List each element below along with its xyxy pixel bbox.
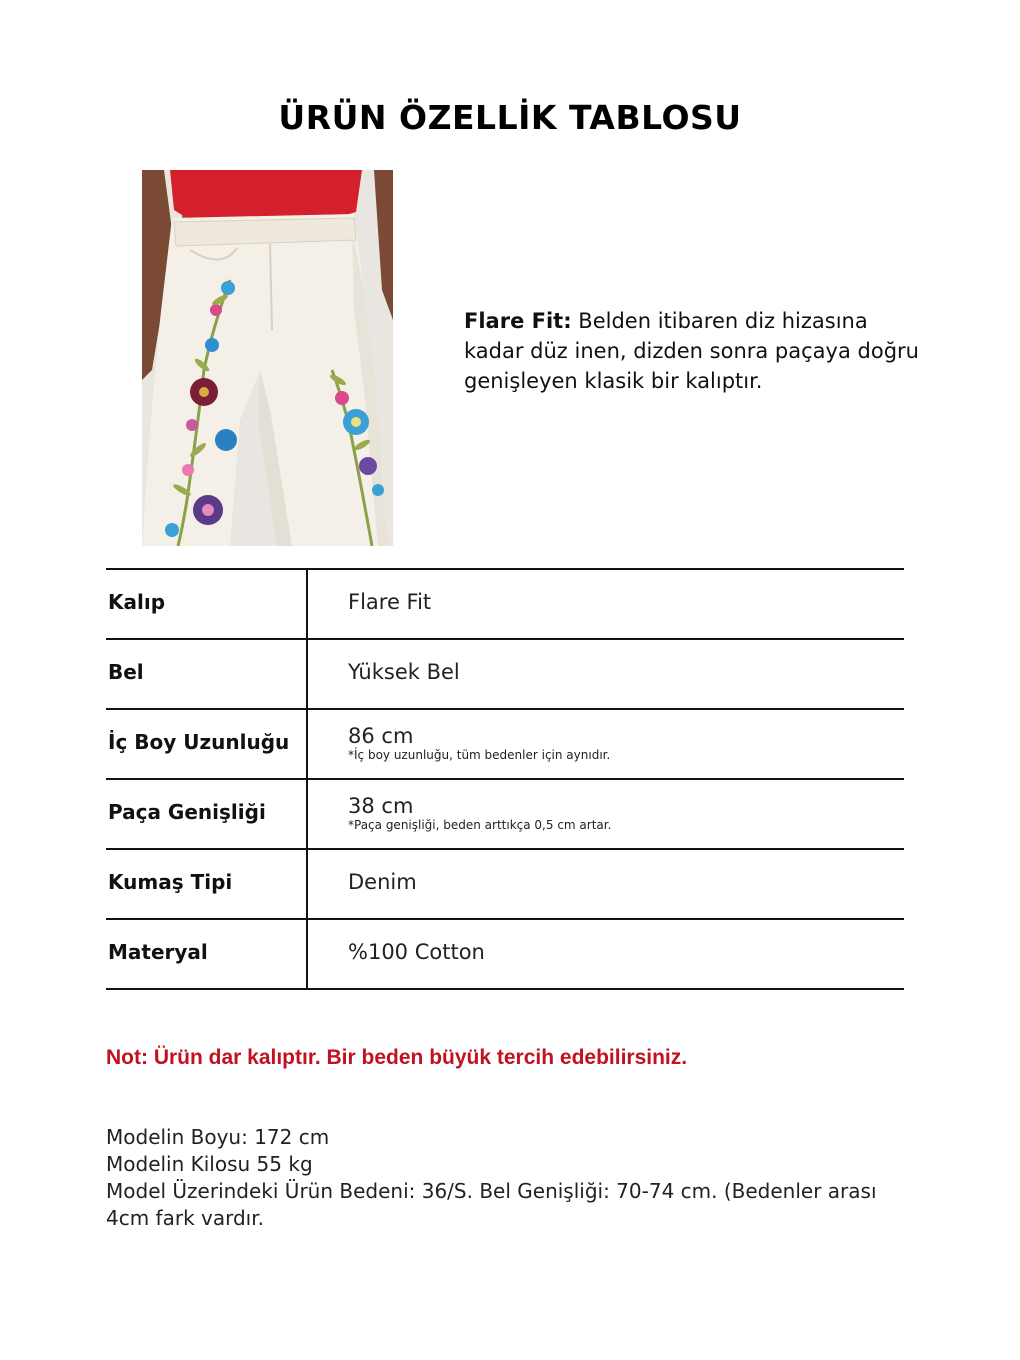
spec-row [106,570,904,640]
spec-value-main: Yüksek Bel [348,660,460,684]
column-divider [306,710,308,778]
spec-value-main: 38 cm [348,794,414,818]
spec-label: Materyal [108,940,208,964]
page-title: ÜRÜN ÖZELLİK TABLOSU [278,98,742,137]
column-divider [306,850,308,918]
spec-value [348,870,417,894]
spec-value-main: Flare Fit [348,590,432,614]
spec-value-main: 86 cm [348,724,414,748]
model-info [106,1124,906,1232]
column-divider [306,920,308,988]
fit-name: Flare Fit: [464,309,572,333]
spec-table [106,568,904,990]
fit-description [464,306,924,396]
spec-value [348,940,485,964]
column-divider [306,640,308,708]
column-divider [306,780,308,848]
model-size-info: Model Üzerindeki Ürün Bedeni: 36/S. Bel Genişliği: 70-74 cm. (Bedenler arası 4cm fark vardır. [106,1179,877,1230]
spec-label: Kalıp [108,590,166,614]
size-warning-note: Not: Ürün dar kalıptır. Bir beden büyük tercih edebilirsiniz. [106,1046,688,1069]
spec-value [348,724,610,762]
spec-value [348,590,431,614]
spec-value-main: Denim [348,870,417,894]
spec-value-note: *İç boy uzunluğu, tüm bedenler için aynıdır. [348,748,611,762]
spec-label: İç Boy Uzunluğu [108,730,290,754]
fit-description-text: Belden itibaren diz hizasına kadar düz inen, dizden sonra paçaya doğru genişleyen klasik bir kalıptır. [464,309,919,393]
spec-label: Kumaş Tipi [108,870,233,894]
spec-value [348,794,611,832]
spec-value [348,660,460,684]
spec-row [106,780,904,850]
model-height: Modelin Boyu: 172 cm [106,1125,330,1149]
spec-value-main: %100 Cotton [348,940,485,964]
spec-row [106,710,904,780]
column-divider [306,570,308,638]
spec-row [106,850,904,920]
spec-row [106,920,904,990]
spec-row [106,640,904,710]
spec-label: Paça Genişliği [108,800,266,824]
product-photo [142,170,393,546]
spec-label: Bel [108,660,144,684]
spec-value-note: *Paça genişliği, beden arttıkça 0,5 cm artar. [348,818,612,832]
model-weight: Modelin Kilosu 55 kg [106,1152,313,1176]
